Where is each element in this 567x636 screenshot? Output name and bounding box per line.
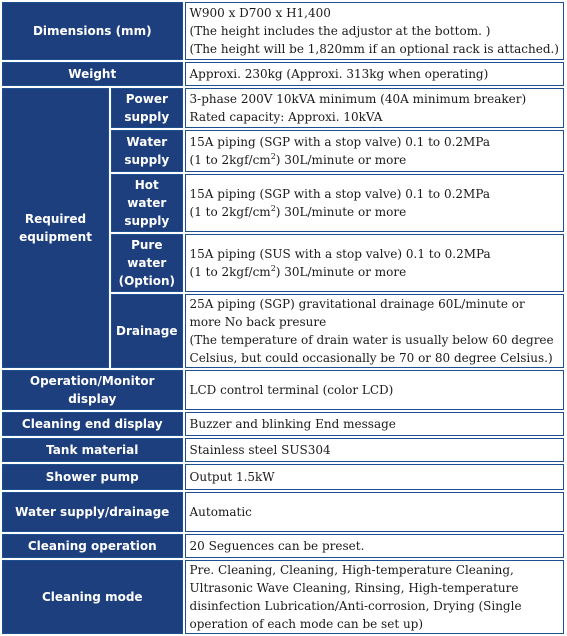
dimensions-note-adjustor: (The height includes the adjustor at the bottom. )	[189, 24, 491, 38]
water-supply-drainage-value: Automatic	[185, 492, 564, 532]
hot-water-supply-label: Hot water supply	[111, 174, 182, 232]
hot-water-supply-line-2: (1 to $2kgf/cm^2$) 30L/minute or more	[189, 204, 407, 219]
row-shower-pump	[2, 464, 564, 490]
shower-pump-value: Output 1.5kW	[185, 464, 564, 490]
cleaning-operation-label: Cleaning operation	[2, 534, 183, 558]
water-supply-line-2: (1 to $2kgf/cm^2$) 30L/minute or more	[189, 152, 407, 167]
drainage-line-1: 25A piping (SGP) gravitational drainage 60L/minute or more No back presure	[189, 297, 525, 329]
hot-water-supply-value	[185, 174, 564, 232]
cleaning-mode-label: Cleaning mode	[2, 560, 183, 634]
row-cleaning-mode	[2, 560, 564, 634]
row-power-supply	[2, 88, 564, 128]
dimensions-label: Dimensions (mm)	[2, 2, 183, 60]
drainage-value	[185, 294, 564, 368]
required-equipment-label: Required equipment	[2, 88, 109, 368]
pure-water-line-1: 15A piping (SUS with a stop valve) 0.1 to 0.2MPa	[189, 247, 491, 261]
cleaning-mode-value	[185, 560, 564, 634]
hot-water-supply-line-1: 15A piping (SGP with a stop valve) 0.1 to 0.2MPa	[189, 187, 491, 201]
cleaning-operation-value: 20 Seguences can be preset.	[185, 534, 564, 558]
power-supply-line-2: Rated capacity: Approxi. 10kVA	[189, 110, 383, 124]
power-supply-value	[185, 88, 564, 128]
drainage-line-2: (The temperature of drain water is usually below 60 degree Celsius, but could occasionally be 70 or 80 degree Celsius.)	[189, 333, 554, 365]
water-supply-label: Water supply	[111, 130, 182, 172]
dimensions-note-rack: (The height will be 1,820mm if an optional rack is attached.)	[189, 42, 559, 56]
cleaning-end-display-value: Buzzer and blinking End message	[185, 412, 564, 436]
water-supply-drainage-label: Water supply/drainage	[2, 492, 183, 532]
drainage-label: Drainage	[111, 294, 182, 368]
operation-monitor-value: LCD control terminal (color LCD)	[185, 370, 564, 410]
water-supply-line-1: 15A piping (SGP with a stop valve) 0.1 to 0.2MPa	[189, 135, 491, 149]
cleaning-end-display-label: Cleaning end display	[2, 412, 183, 436]
operation-monitor-label: Operation/Monitor display	[2, 370, 183, 410]
row-water-supply-drainage	[2, 492, 564, 532]
pure-water-value	[185, 234, 564, 292]
pure-water-line-2: (1 to $2kgf/cm^2$) 30L/minute or more	[189, 264, 407, 279]
row-weight	[2, 62, 564, 86]
row-tank-material	[2, 438, 564, 462]
row-dimensions	[2, 2, 564, 60]
water-supply-value	[185, 130, 564, 172]
row-cleaning-operation	[2, 534, 564, 558]
dimensions-size: W900 x D700 x H1,400	[189, 6, 331, 20]
row-cleaning-end-display	[2, 412, 564, 436]
power-supply-label: Power supply	[111, 88, 182, 128]
pure-water-label: Pure water (Option)	[111, 234, 182, 292]
cleaning-mode-text: Pre. Cleaning, Cleaning, High-temperature Cleaning, Ultrasonic Wave Cleaning, Rinsing, High-temperature disinfection Lubrication/Anti-corrosion, Drying (Single operation of each mode can be set up)	[189, 563, 522, 631]
shower-pump-label: Shower pump	[2, 464, 183, 490]
tank-material-value: Stainless steel SUS304	[185, 438, 564, 462]
dimensions-value	[185, 2, 564, 60]
weight-label: Weight	[2, 62, 183, 86]
row-operation-monitor	[2, 370, 564, 410]
tank-material-label: Tank material	[2, 438, 183, 462]
power-supply-line-1: 3-phase 200V 10kVA minimum (40A minimum breaker)	[189, 92, 527, 106]
weight-value: Approxi. 230kg (Approxi. 313kg when operating)	[185, 62, 564, 86]
